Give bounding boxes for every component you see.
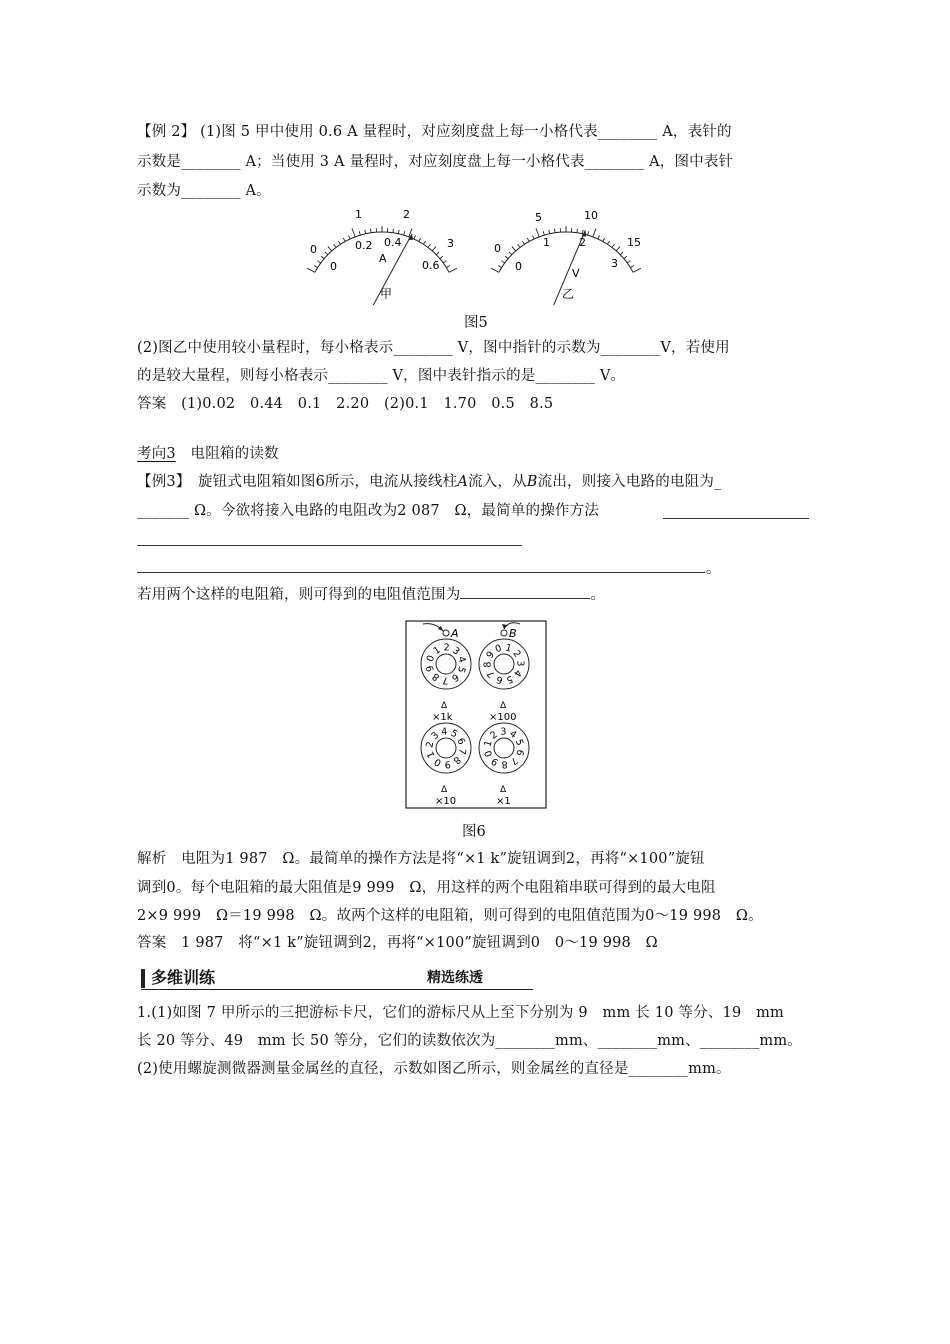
dial-digit: 9 <box>424 663 437 673</box>
analysis-line2: 调到0。每个电阻箱的最大阻值是9 999 Ω，用这样的两个电阻箱串联可得到的最大电阻 <box>137 880 716 896</box>
dial-digit: 1 <box>482 739 495 749</box>
dial-pointer-4: Δ <box>500 785 507 795</box>
dial-digit: 3 <box>500 726 507 738</box>
ammeter-tick <box>370 229 371 233</box>
dial-digit: 4 <box>455 655 468 665</box>
voltmeter-tick <box>627 261 630 263</box>
voltmeter-tick <box>620 252 623 255</box>
dial-digit: 9 <box>489 755 501 768</box>
dial-digit: 0 <box>493 642 504 656</box>
dial-knob <box>494 654 514 674</box>
ammeter-tick <box>443 261 446 263</box>
voltmeter-tick <box>501 261 504 263</box>
ammeter-tick <box>404 231 405 235</box>
ammeter-unit: A <box>379 252 387 265</box>
answer-blank-line <box>460 584 590 599</box>
dial-digit: 4 <box>511 667 524 679</box>
box-outline <box>406 621 546 808</box>
voltmeter-mid-label-2: 2 <box>579 236 586 249</box>
dial-digit: 3 <box>429 729 442 743</box>
ammeter-mid-label-2: 0.4 <box>384 236 402 249</box>
ammeter-zero-top: 0 <box>310 243 317 256</box>
ammeter-name: 甲 <box>380 287 393 301</box>
answer-blank-line <box>137 545 522 546</box>
voltmeter-tick <box>577 229 578 233</box>
voltmeter-tick <box>554 229 555 233</box>
dial-digit: 2 <box>424 740 437 749</box>
q1-line2: 长 20 等分、49 mm 长 50 等分，它们的读数依次为________mm、________mm、________mm。 <box>137 1033 802 1049</box>
dial-digit: 7 <box>442 674 449 686</box>
kaoxiang3-heading <box>137 444 279 464</box>
ammeter-tick <box>446 265 449 267</box>
voltmeter-name: 乙 <box>562 287 575 301</box>
voltmeter-tick <box>509 252 512 255</box>
dial-knob <box>436 654 456 674</box>
dial-knob <box>436 738 456 758</box>
example2-line5: 的是较大量程，则每小格表示________ V，图中表针指示的是________ V。 <box>137 368 626 384</box>
voltmeter-tick <box>593 228 596 236</box>
example2-line3: 示数为________ A。 <box>137 183 271 199</box>
voltmeter-tick <box>588 231 589 235</box>
dial-digit: 1 <box>503 642 513 655</box>
ammeter-tick <box>365 230 366 234</box>
dial-multiplier-10: ×10 <box>435 796 457 807</box>
dial-digit: 0 <box>432 755 444 769</box>
voltmeter-tick <box>633 268 641 272</box>
voltmeter-tick <box>607 241 609 244</box>
terminal-a <box>443 630 449 636</box>
terminal-b-label: B <box>509 627 517 640</box>
ammeter-top-label-2: 2 <box>403 208 410 221</box>
ammeter-tick <box>343 238 345 242</box>
dial-knob <box>494 738 514 758</box>
example2-line4: (2)图乙中使用较小量程时，每小格表示________ V，图中指针的示数为________V，若使用 <box>137 340 730 356</box>
figure5-caption: 图5 <box>464 315 488 331</box>
voltmeter-tick <box>598 235 600 239</box>
dial-pointer-2: Δ <box>500 701 507 711</box>
dial-pointer-1: Δ <box>441 701 448 711</box>
voltmeter-top-label-3: 15 <box>627 236 641 249</box>
dial-digit: 5 <box>454 664 468 675</box>
ammeter-top-label-1: 1 <box>355 208 362 221</box>
dial-digit: 2 <box>443 642 450 654</box>
ammeter-tick <box>398 230 399 234</box>
voltmeter-tick <box>630 265 633 267</box>
dial-digit: 4 <box>440 726 448 738</box>
dial-digit: 0 <box>424 653 438 664</box>
example3-line3-end: 。 <box>706 561 721 577</box>
voltmeter-top-label-2: 10 <box>584 209 598 222</box>
dial-digit: 8 <box>482 661 494 668</box>
ammeter-zero-bottom: 0 <box>330 260 337 273</box>
dial-digit: 3 <box>514 660 526 667</box>
dial-digit: 6 <box>449 671 461 684</box>
dial-digit: 9 <box>484 649 497 661</box>
dial-digit: 3 <box>450 645 462 658</box>
voltmeter-zero-top: 0 <box>494 242 501 255</box>
dial-digit: 5 <box>504 672 515 686</box>
voltmeter-tick <box>582 230 583 234</box>
dial-digit: 5 <box>512 737 526 748</box>
ammeter-tick <box>321 256 324 259</box>
dial-digit: 8 <box>501 758 508 770</box>
section-subtitle: 精选练透 <box>427 970 483 986</box>
example3-line4-text: 若用两个这样的电阻箱，则可得到的电阻值范围为 <box>137 587 461 603</box>
q1-line3: (2)使用螺旋测微器测量金属丝的直径，示数如图乙所示，则金属丝的直径是________mm。 <box>137 1061 731 1077</box>
voltmeter-top-label-1: 5 <box>535 211 542 224</box>
kaoxiang3-title: 电阻箱的读数 <box>175 446 279 462</box>
section-header <box>141 966 533 990</box>
example3-answer: 答案 1 987 将“×1 k”旋钮调到2，再将“×100”旋钮调到0 0～19 998 Ω <box>137 935 658 951</box>
voltmeter-tick <box>549 230 550 234</box>
dial-digit: 7 <box>508 754 520 767</box>
example3-line1-part-b: 流入，从 <box>467 474 527 490</box>
dial-digit: 4 <box>507 728 519 741</box>
example3-line4-end: 。 <box>590 587 606 603</box>
dial-multiplier-1: ×1 <box>496 796 511 807</box>
example3-line4 <box>137 584 605 605</box>
ammeter-tick <box>325 252 328 255</box>
q1-line1: 1.(1)如图 7 甲所示的三把游标卡尺，它们的游标尺从上至下分别为 9 mm 长 10 等分、19 mm <box>137 1005 784 1021</box>
dial-digit: 1 <box>431 644 443 657</box>
voltmeter-tick <box>612 244 614 247</box>
dial-digit: 7 <box>455 747 468 756</box>
ammeter-tick <box>419 238 421 242</box>
voltmeter-tick <box>505 256 508 259</box>
example3-line1-part-c: 流出，则接入电路的电阻为_ <box>537 474 722 490</box>
terminal-a-ref: A <box>457 474 468 490</box>
dial-digit: 7 <box>485 668 498 680</box>
ammeter-right-top: 3 <box>447 237 454 250</box>
ammeter-tick <box>414 235 416 239</box>
voltmeter-tick <box>498 265 501 267</box>
voltmeter-tick <box>536 228 539 236</box>
ammeter-tick <box>428 244 430 247</box>
voltmeter-tick <box>603 238 605 242</box>
dial-digit: 8 <box>430 670 442 683</box>
example2-line2: 示数是________ A；当使用 3 A 量程时，对应刻度盘上每一小格代表________ A，图中表针 <box>137 154 734 170</box>
voltmeter-zero-bottom: 0 <box>515 260 522 273</box>
terminal-a-label: A <box>451 627 459 640</box>
ammeter-right-bottom: 0.6 <box>422 259 440 272</box>
dial-multiplier-100: ×100 <box>489 712 517 723</box>
figure6-caption: 图6 <box>462 824 486 840</box>
ammeter-tick <box>352 228 355 236</box>
voltmeter-tick <box>518 244 520 247</box>
ammeter-tick <box>449 268 457 272</box>
ammeter-tick <box>440 256 443 259</box>
example3-line1 <box>137 472 722 492</box>
voltmeter-tick <box>624 256 627 259</box>
ammeter-tick <box>314 265 317 267</box>
dial-multiplier-1k: ×1k <box>432 712 453 723</box>
voltmeter-tick <box>522 241 524 244</box>
dial-digit: 0 <box>482 748 496 759</box>
ammeter-tick <box>359 231 360 235</box>
voltmeter-unit: V <box>572 267 580 280</box>
ammeter-tick <box>334 244 336 247</box>
ammeter-tick <box>393 229 394 233</box>
voltmeter-right-bottom: 3 <box>611 257 618 270</box>
ammeter-tick <box>328 246 332 251</box>
ammeter-tick <box>338 241 340 244</box>
figure6-resistance-box <box>405 620 547 810</box>
ammeter-mid-label-1: 0.2 <box>355 239 373 252</box>
voltmeter-tick <box>616 246 620 251</box>
figure5-meters <box>300 200 660 305</box>
section-title: 多维训练 <box>151 968 216 987</box>
dial-digit: 9 <box>444 758 452 770</box>
dial-digit: 6 <box>513 747 526 757</box>
voltmeter-mid-label-1: 1 <box>543 236 550 249</box>
dial-digit: 1 <box>425 749 438 760</box>
dial-pointer-3: Δ <box>441 785 448 795</box>
dial-digit: 6 <box>454 736 467 747</box>
analysis-line3: 2×9 999 Ω＝19 998 Ω。故两个这样的电阻箱，则可得到的电阻值范围为0～19 998 Ω。 <box>137 908 763 924</box>
example3-line2: _______ Ω。今欲将接入电路的电阻改为2 087 Ω，最简单的操作方法 <box>137 503 600 519</box>
ammeter-tick <box>317 261 320 263</box>
example3-line1-part-a: 【例3】 旋钮式电阻箱如图6所示，电流从接线柱 <box>137 474 458 490</box>
dial-digit: 8 <box>450 753 463 767</box>
ammeter-tick <box>432 246 436 251</box>
dial-digit: 2 <box>510 648 523 660</box>
voltmeter-tick <box>527 238 529 242</box>
answer-blank-line <box>663 518 809 519</box>
ammeter-tick <box>348 235 350 239</box>
answer-blank-line <box>137 572 705 573</box>
dial-digit: 6 <box>495 673 505 686</box>
voltmeter-tick <box>532 235 534 239</box>
ammeter-tick <box>307 268 315 272</box>
ammeter-tick <box>423 241 425 244</box>
section-underline <box>141 989 533 990</box>
voltmeter-tick <box>491 268 499 272</box>
voltmeter-tick <box>512 246 516 251</box>
dial-digit: 5 <box>448 727 460 741</box>
section-marker <box>141 969 145 988</box>
terminal-b <box>501 630 507 636</box>
analysis-line1: 解析 电阻为1 987 Ω。最简单的操作方法是将“×1 k”旋钮调到2，再将“×100”旋钮 <box>137 851 705 867</box>
terminal-b-ref: B <box>526 474 538 490</box>
example2-answer: 答案 (1)0.02 0.44 0.1 2.20 (2)0.1 1.70 0.5 8.5 <box>137 396 554 412</box>
example2-line1: 【例 2】 (1)图 5 甲中使用 0.6 A 量程时，对应刻度盘上每一小格代表________ A，表针的 <box>137 124 732 140</box>
ammeter-tick <box>436 252 439 255</box>
dial-digit: 2 <box>488 729 500 742</box>
kaoxiang3-label: 考向3 <box>137 446 176 462</box>
voltmeter-tick <box>543 231 544 235</box>
